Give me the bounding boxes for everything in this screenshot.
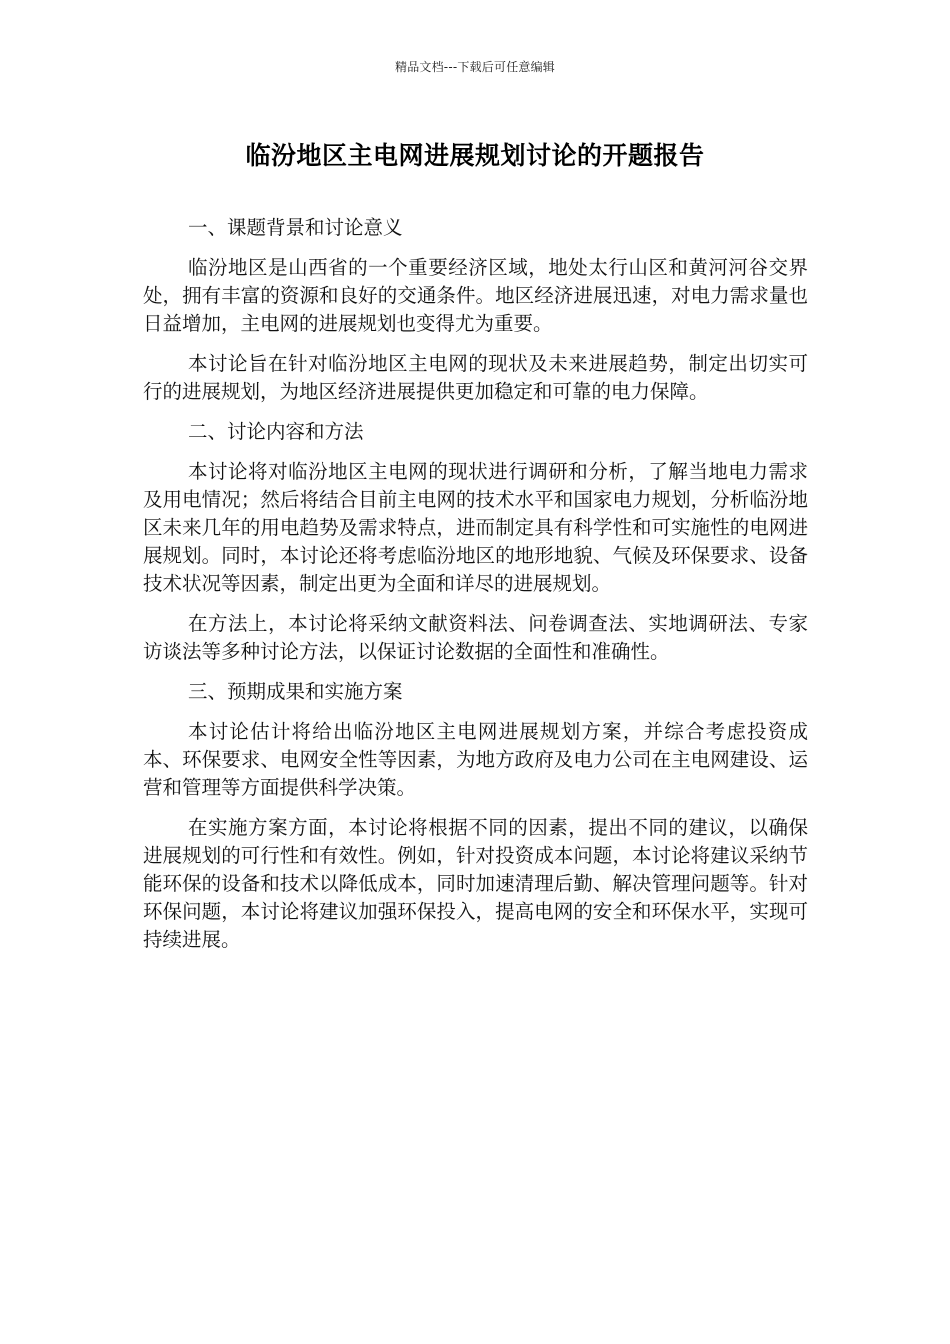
paragraph: 临汾地区是山西省的一个重要经济区域，地处太行山区和黄河河谷交界处，拥有丰富的资源和良好的交通条件。地区经济进展迅速，对电力需求量也日益增加，主电网的进展规划也变得尤为重要。 [143, 256, 808, 335]
section-heading-content-methods: 二、讨论内容和方法 [188, 420, 364, 443]
paragraph: 在实施方案方面，本讨论将根据不同的因素，提出不同的建议，以确保进展规划的可行性和有效性。例如，针对投资成本问题，本讨论将建议采纳节能环保的设备和技术以降低成本，同时加速清理后勤、解决管理问题等。针对环保问题，本讨论将建议加强环保投入，提高电网的安全和环保水平，实现可持续进展。 [143, 816, 808, 951]
section-heading-background: 一、课题背景和讨论意义 [188, 216, 403, 239]
paragraph: 本讨论估计将给出临汾地区主电网进展规划方案，并综合考虑投资成本、环保要求、电网安全性等因素，为地方政府及电力公司在主电网建设、运营和管理等方面提供科学决策。 [143, 720, 808, 799]
paragraph: 在方法上，本讨论将采纳文献资料法、问卷调查法、实地调研法、专家访谈法等多种讨论方法，以保证讨论数据的全面性和准确性。 [143, 612, 808, 663]
document-body [143, 214, 808, 966]
paragraph: 本讨论将对临汾地区主电网的现状进行调研和分析，了解当地电力需求及用电情况；然后将结合目前主电网的技术水平和国家电力规划，分析临汾地区未来几年的用电趋势及需求特点，进而制定具有科学性和可实施性的电网进展规划。同时，本讨论还将考虑临汾地区的地形地貌、气候及环保要求、设备技术状况等因素，制定出更为全面和详尽的进展规划。 [143, 460, 808, 595]
section-heading-outcomes-plan: 三、预期成果和实施方案 [188, 680, 403, 703]
header-note: 精品文档---下载后可任意编辑 [395, 60, 555, 74]
paragraph: 本讨论旨在针对临汾地区主电网的现状及未来进展趋势，制定出切实可行的进展规划，为地区经济进展提供更加稳定和可靠的电力保障。 [143, 352, 808, 403]
document-title: 临汾地区主电网进展规划讨论的开题报告 [245, 141, 705, 170]
